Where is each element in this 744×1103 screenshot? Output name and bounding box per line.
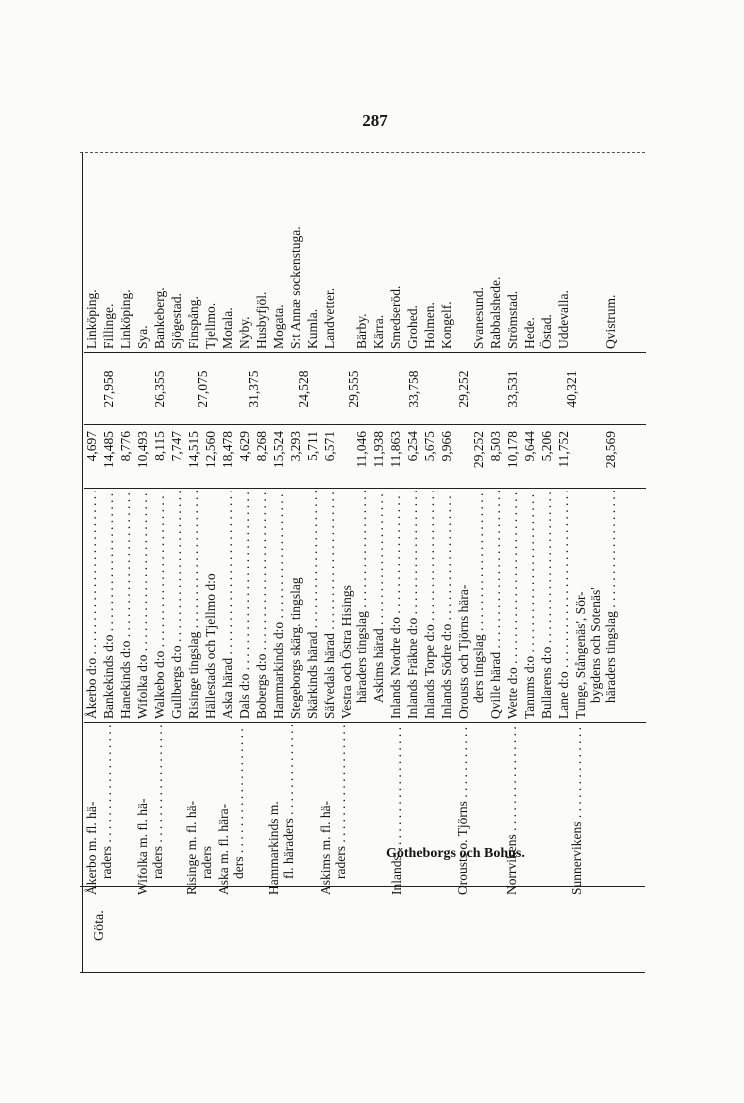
subtotal-value: 40,321 xyxy=(564,370,579,408)
place-name: Kärra. xyxy=(371,314,386,349)
harad-line: Aska m. fl. hära- xyxy=(216,803,231,895)
harad-line: Risinge m. fl. hä- xyxy=(184,800,199,895)
column-divider xyxy=(84,722,646,723)
district-name: Säfvedals härad . . . xyxy=(322,491,337,719)
place-name: Landvetter. xyxy=(322,287,337,349)
harad-line: Hammarkinds m. xyxy=(266,801,281,895)
place-name: Husbyfjöl. xyxy=(254,291,269,349)
harad-line: Åkerbo m. fl. hä- xyxy=(84,801,99,895)
subtotal-value: 33,531 xyxy=(505,370,520,408)
place-name: S:t Annæ sockenstuga. xyxy=(288,226,303,349)
subtotal-column xyxy=(84,355,646,423)
population-value: 9,966 xyxy=(439,431,454,462)
place-name: Kumla. xyxy=(305,308,320,349)
population-value: 11,863 xyxy=(388,431,403,468)
rotated-table xyxy=(84,135,646,895)
harad-line: Orousts o. Tjörns . . . xyxy=(455,725,470,895)
population-value: 5,675 xyxy=(422,431,437,462)
place-name: Nyby. xyxy=(237,316,252,349)
population-value: 10,493 xyxy=(135,431,150,469)
district-name: Wette d:o . . . xyxy=(505,491,520,719)
harad-line: Wifolka m. fl. hä- xyxy=(135,798,150,895)
population-value: 12,560 xyxy=(203,431,218,469)
district-name: häraders tingslag . . . xyxy=(603,491,618,719)
district-name: Gullbergs d:o . . . xyxy=(169,491,184,719)
district-name: Aska härad . . . xyxy=(220,491,235,719)
population-value: 8,503 xyxy=(488,431,503,462)
population-value: 7,747 xyxy=(169,431,184,462)
harad-line: Sunnervikens . . . xyxy=(569,725,584,895)
district-name: ders tingslag . . . xyxy=(471,491,486,719)
population-value: 11,938 xyxy=(371,431,386,468)
harad-line: Norrvikens . . . xyxy=(504,725,519,895)
region-label-box xyxy=(92,893,106,953)
population-value: 3,293 xyxy=(288,431,303,462)
population-value: 8,776 xyxy=(118,431,133,462)
place-name: Sya. xyxy=(135,325,150,349)
place-name: Strömstad. xyxy=(505,290,520,349)
place-name: Qvistrum. xyxy=(603,294,618,349)
district-name: Wifolka d:o . . . xyxy=(135,491,150,719)
subtotal-value: 27,958 xyxy=(101,370,116,408)
district-name: Bullarens d:o . . . xyxy=(539,491,554,719)
place-name: Hede. xyxy=(522,317,537,349)
population-value: 6,571 xyxy=(322,431,337,462)
place-name: Smedseröd. xyxy=(388,285,403,349)
population-value: 11,046 xyxy=(354,431,369,468)
harad-line: raders . . . xyxy=(333,725,348,895)
subtotal-value: 29,252 xyxy=(456,370,471,408)
population-value: 4,697 xyxy=(84,431,99,462)
place-name: Sjögestad. xyxy=(169,293,184,349)
harad-line: raders xyxy=(199,846,214,879)
place-name: Östad. xyxy=(539,314,554,349)
district-name: Inlands Torpe d:o . . . xyxy=(422,491,437,719)
district-name: Orousts och Tjörns hära- xyxy=(456,584,471,719)
subtotal-value: 31,375 xyxy=(246,370,261,408)
population-value: 5,711 xyxy=(305,431,320,461)
column-divider xyxy=(84,352,646,353)
place-name: Bärby. xyxy=(354,313,369,349)
subtotal-value: 29,555 xyxy=(346,370,361,408)
place-name: Mogata. xyxy=(271,304,286,349)
place-name: Bankeberg. xyxy=(152,287,167,349)
district-name: Inlands Fräkne d:o . . . xyxy=(405,491,420,719)
district-name: Dals d:o . . . xyxy=(237,491,252,719)
harad-line: raders . . . xyxy=(150,725,165,895)
district-name: Inlands Södre d:o . . . xyxy=(439,491,454,719)
subtotal-value: 24,528 xyxy=(296,370,311,408)
population-value: 5,206 xyxy=(539,431,554,462)
population-value: 14,515 xyxy=(186,431,201,469)
place-name: Tjellmo. xyxy=(203,302,218,349)
population-value: 29,252 xyxy=(471,431,486,469)
district-name: Lane d:o . . . xyxy=(556,491,571,719)
subtotal-value: 33,758 xyxy=(406,370,421,408)
district-name: Qville härad . . . xyxy=(488,491,503,719)
population-value: 6,254 xyxy=(405,431,420,462)
district-name: Walkebo d:o . . . xyxy=(152,491,167,719)
population-value: 15,524 xyxy=(271,431,286,469)
population-column xyxy=(84,427,646,487)
population-value: 8,268 xyxy=(254,431,269,462)
district-name: Bobergs d:o . . . xyxy=(254,491,269,719)
district-name: Risinge tingslag . . . xyxy=(186,491,201,719)
population-value: 18,478 xyxy=(220,431,235,469)
place-name: Finspång. xyxy=(186,296,201,349)
population-value: 28,569 xyxy=(603,431,618,469)
left-border xyxy=(82,152,83,972)
province-label: Götheborgs och Bohus. xyxy=(386,846,525,861)
subtotal-value: 26,355 xyxy=(152,370,167,408)
place-name: Kongelf. xyxy=(439,301,454,349)
district-name: Hällestads och Tjellmo d:o xyxy=(203,573,218,719)
district-name: Vestra och Östra Hisings xyxy=(339,585,354,719)
column-divider xyxy=(84,488,646,489)
place-column xyxy=(84,135,646,349)
place-name: Linköping. xyxy=(118,289,133,349)
harad-line: Askims m. fl. hä- xyxy=(318,800,333,895)
harad-line: raders . . . xyxy=(99,725,114,895)
district-name: bygdens och Sotenäs' xyxy=(588,587,603,703)
page-number: 287 xyxy=(362,111,388,130)
district-name: Skärkinds härad . . . xyxy=(305,491,320,719)
place-name: Grohed. xyxy=(405,305,420,349)
district-name: Bankekinds d:o . . . xyxy=(101,491,116,719)
district-name: Inlands Nordre d:o . . . xyxy=(388,491,403,719)
population-value: 8,115 xyxy=(152,431,167,461)
harad-column xyxy=(84,725,646,895)
district-name: Hammarkinds d:o . . . xyxy=(271,491,286,719)
place-name: Holmen. xyxy=(422,302,437,349)
subtotal-value: 27,075 xyxy=(195,370,210,408)
district-name: häraders tingslag . . . xyxy=(354,491,369,719)
place-name: Rabbalshede. xyxy=(488,276,503,349)
harad-line: ders . . . xyxy=(231,725,246,895)
harad-line: Inlands . . . xyxy=(389,725,404,895)
district-name: Tanums d:o . . . xyxy=(522,491,537,719)
place-name: Linköping. xyxy=(84,289,99,349)
population-value: 14,485 xyxy=(101,431,116,469)
population-value: 11,752 xyxy=(556,431,571,468)
district-name: Åkerbo d:o . . . xyxy=(84,491,99,719)
place-name: Fillinge. xyxy=(101,303,116,349)
place-name: Svanesund. xyxy=(471,287,486,349)
district-name: Tunge, Stångenäs', Sör- xyxy=(573,591,588,719)
place-name: Uddevalla. xyxy=(556,290,571,349)
population-value: 10,178 xyxy=(505,431,520,469)
district-name: Hanekinds d:o . . . xyxy=(118,491,133,719)
population-value: 4,629 xyxy=(237,431,252,462)
bottom-rule xyxy=(80,972,645,973)
harad-line: fl. häraders . . . xyxy=(281,725,296,895)
district-name: Stegeborgs skärg. tingslag xyxy=(288,577,303,719)
district-name: Askims härad . . . xyxy=(371,491,386,719)
population-value: 9,644 xyxy=(522,431,537,462)
district-column xyxy=(84,491,646,719)
place-name: Motala. xyxy=(220,307,235,349)
column-divider xyxy=(84,424,646,425)
region-label: Göta. xyxy=(92,910,107,941)
